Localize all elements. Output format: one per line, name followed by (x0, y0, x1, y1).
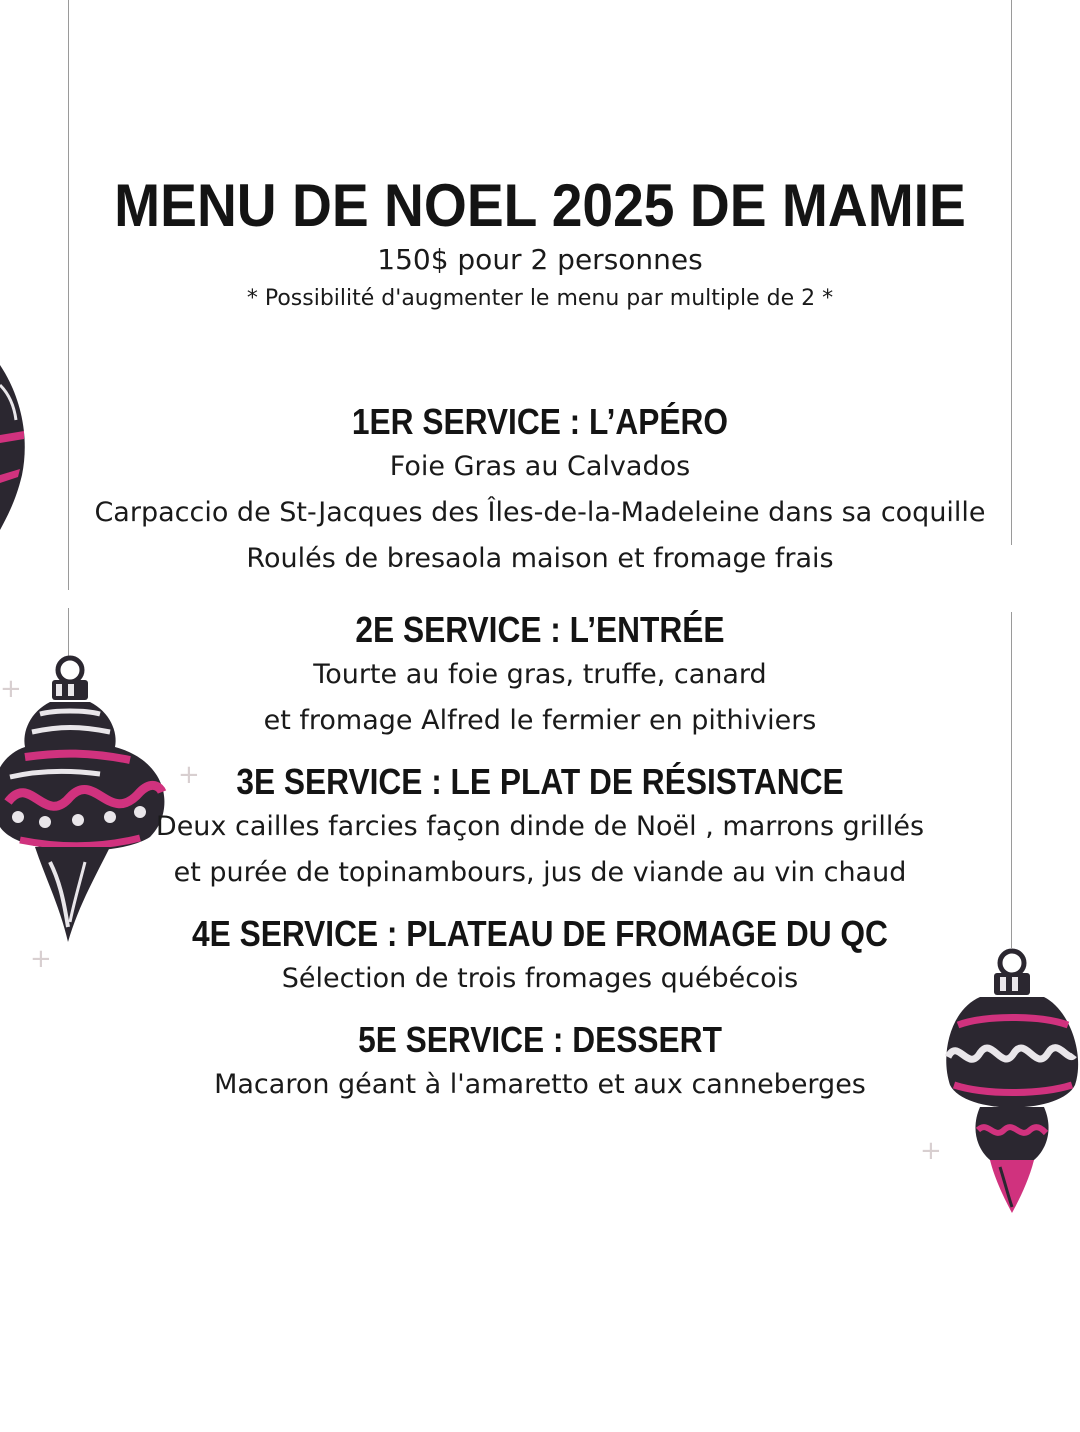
dish-item: et fromage Alfred le fermier en pithiviers (263, 705, 817, 736)
sparkle-icon: + (920, 1136, 942, 1166)
dish-item: Sélection de trois fromages québécois (281, 963, 799, 994)
dish-item: et purée de topinambours, jus de viande au vin chaud (173, 857, 907, 888)
sparkle-icon: + (0, 674, 22, 704)
dish-item: Macaron géant à l'amaretto et aux canneberges (214, 1069, 866, 1100)
dish-item: Tourte au foie gras, truffe, canard (313, 659, 767, 690)
sparkle-icon: + (30, 944, 52, 974)
dish-item: Roulés de bresaola maison et fromage frais (246, 543, 834, 574)
service-5 (0, 1018, 1080, 1108)
service-title: 1ER SERVICE : L’APÉRO (351, 401, 729, 442)
christmas-menu (0, 170, 1080, 1108)
menu-title: MENU DE NOEL 2025 DE MAMIE (114, 172, 966, 239)
service-2 (0, 608, 1080, 744)
service-3 (0, 760, 1080, 896)
dish-item: Carpaccio de St-Jacques des Îles-de-la-Madeleine dans sa coquille (94, 497, 986, 528)
service-1 (0, 400, 1080, 582)
sparkle-icon: + (178, 760, 200, 790)
service-title: 4E SERVICE : PLATEAU DE FROMAGE DU QC (192, 913, 888, 954)
dish-item: Deux cailles farcies façon dinde de Noël , marrons grillés (155, 811, 925, 842)
service-4 (0, 912, 1080, 1002)
service-title: 5E SERVICE : DESSERT (358, 1019, 722, 1060)
menu-price: 150$ pour 2 personnes (377, 243, 703, 276)
service-title: 2E SERVICE : L’ENTRÉE (355, 609, 725, 650)
menu-note: * Possibilité d'augmenter le menu par multiple de 2 * (246, 286, 834, 311)
service-title: 3E SERVICE : LE PLAT DE RÉSISTANCE (236, 761, 844, 802)
dish-item: Foie Gras au Calvados (389, 451, 691, 482)
